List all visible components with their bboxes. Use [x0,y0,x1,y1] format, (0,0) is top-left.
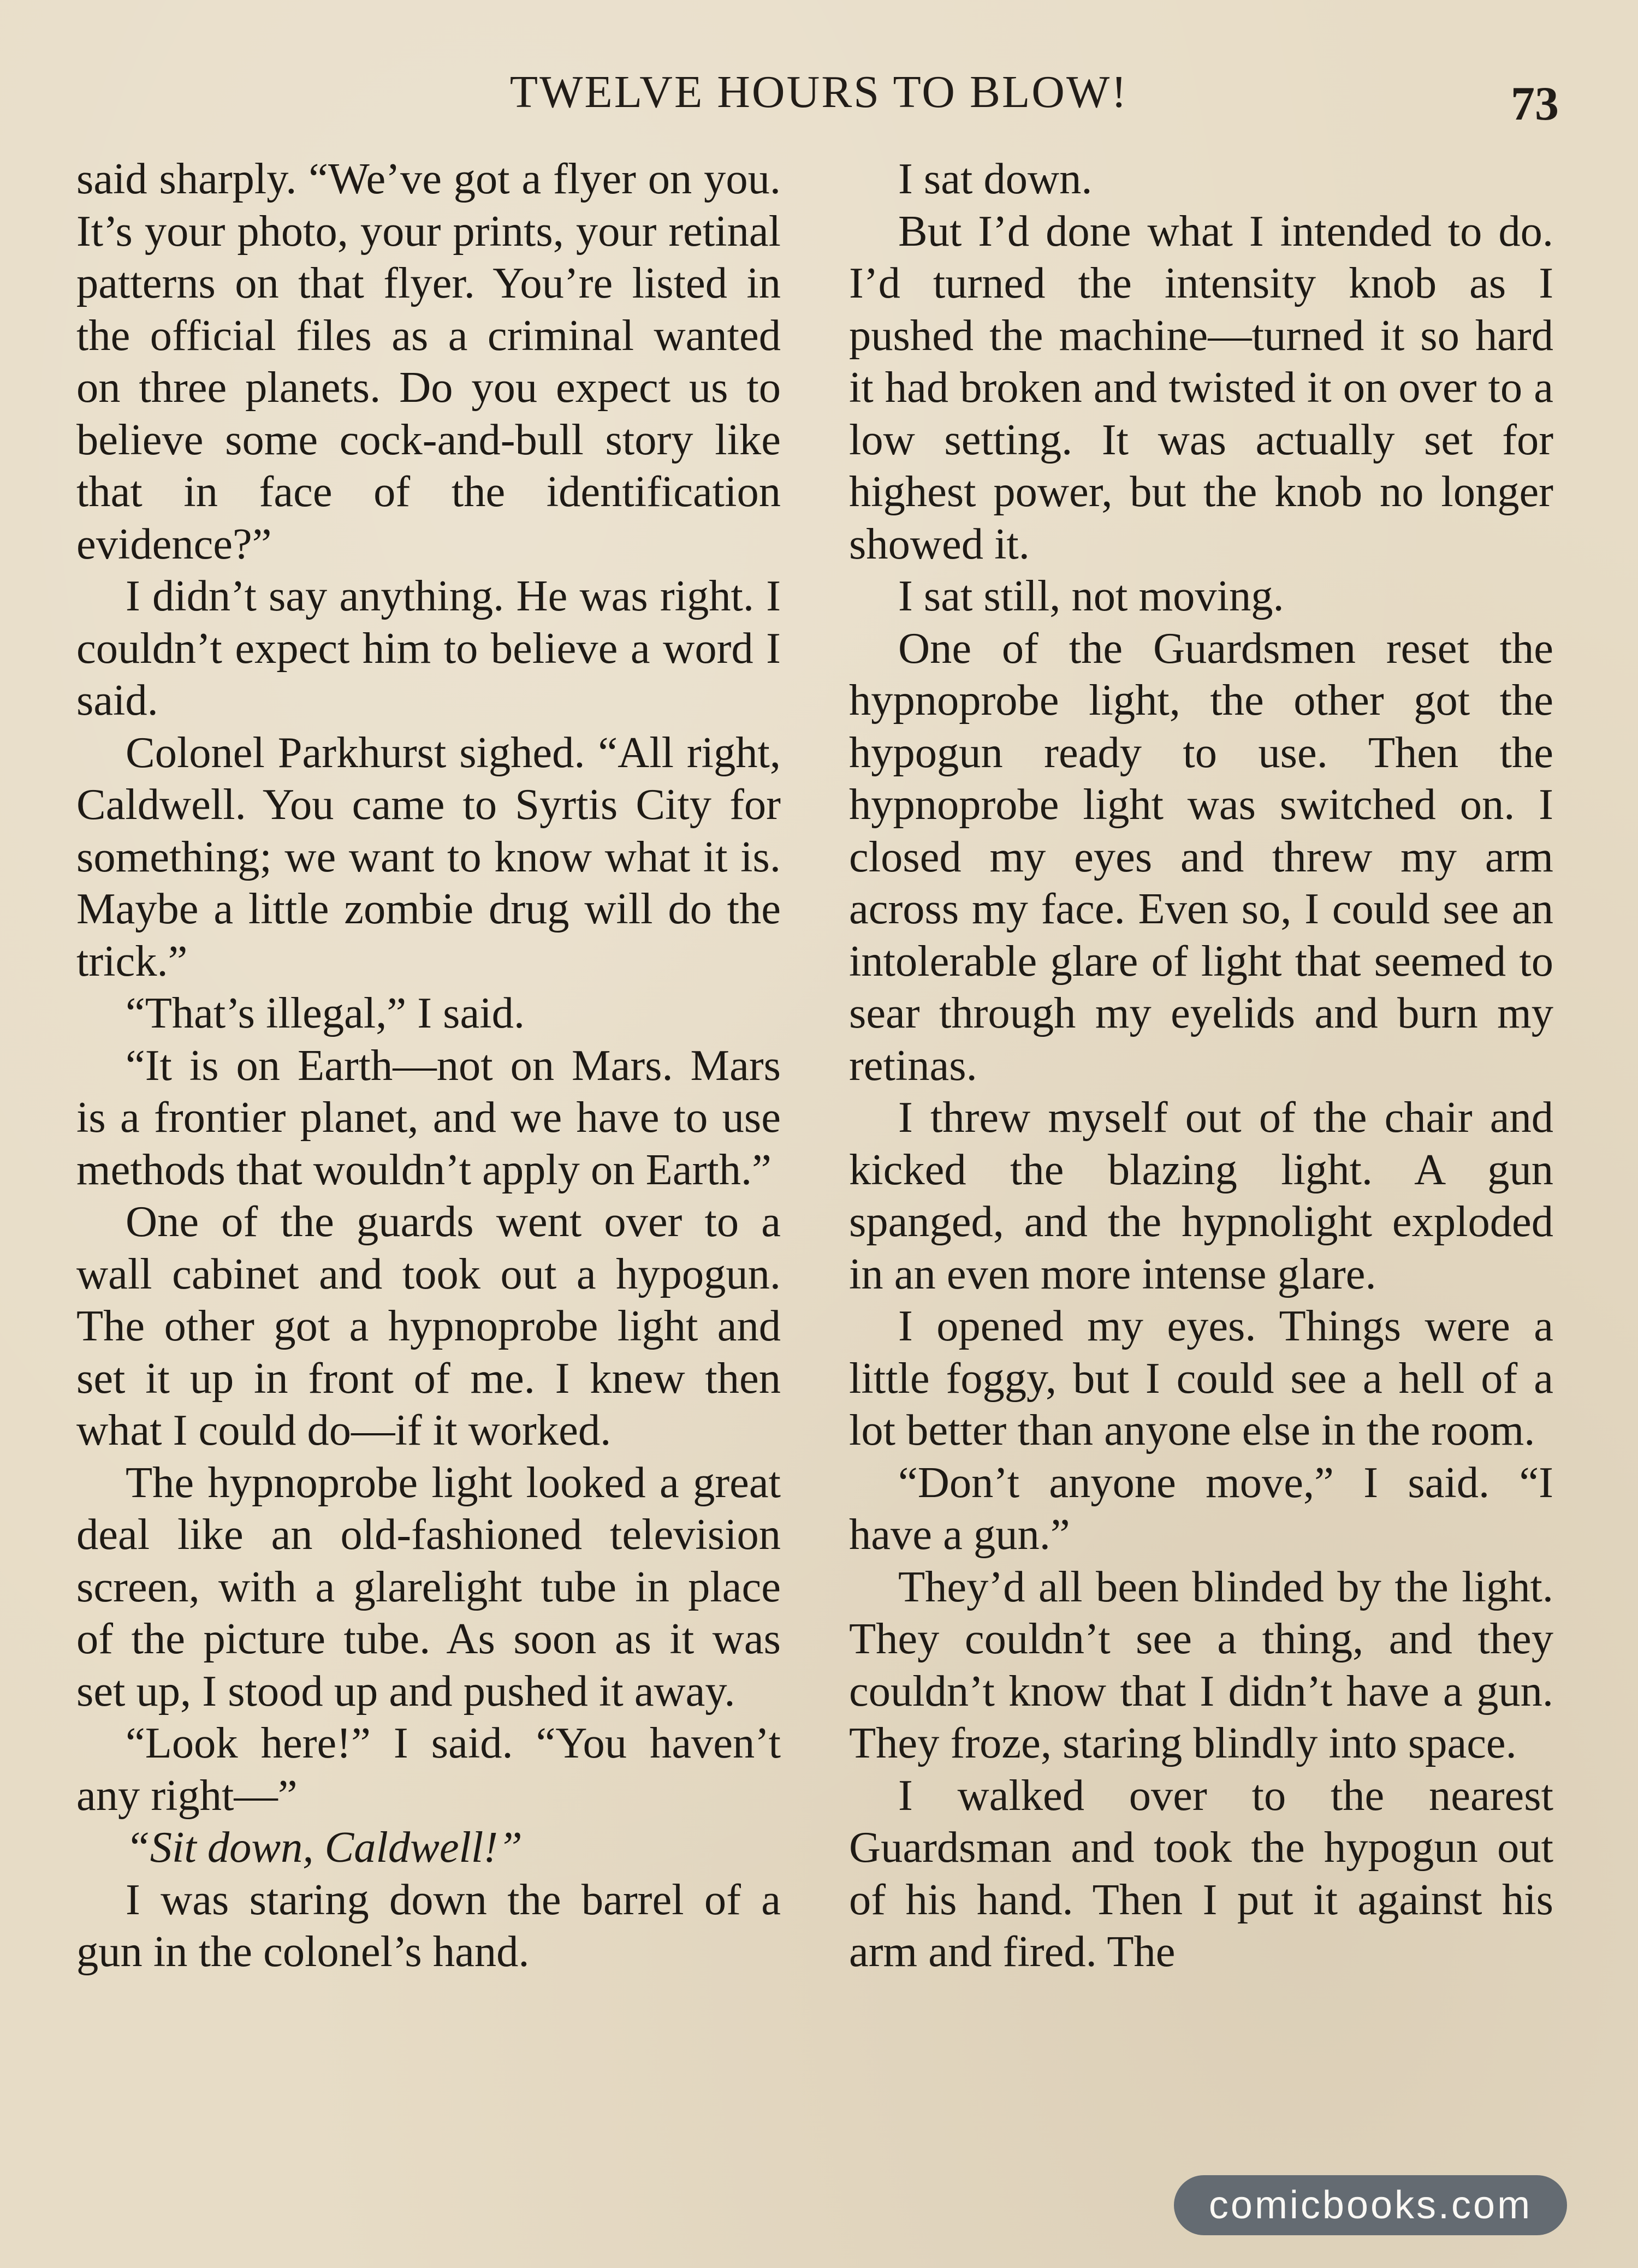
paragraph: “That’s illegal,” I said. [126,989,525,1037]
paragraph: “Look here!” I said. “You haven’t any right—” [76,1719,781,1820]
paragraph: I sat down. [898,155,1093,203]
running-head-title: TWELVE HOURS TO BLOW! [509,67,1129,117]
paragraph: One of the Guardsmen reset the hypnoprobe light, the other got the hypogun ready to use. Then the hypnoprobe light was switched on. I closed my eyes and threw my arm across my face. Even so, I could see an intolerable glare of light that seemed to sear through my eyelids and burn my retinas. [849,624,1553,1090]
paragraph: I didn’t say anything. He was right. I couldn’t expect him to believe a word I said. [76,572,781,725]
site-watermark: comicbooks.com [1174,2175,1567,2235]
paragraph: I opened my eyes. Things were a little foggy, but I could see a hell of a lot better than anyone else in the room. [849,1302,1553,1454]
right-text-column [849,153,1553,1978]
paragraph: I was staring down the barrel of a gun in the colonel’s hand. [76,1875,781,1976]
paragraph: I sat still, not moving. [898,572,1284,620]
paragraph: I threw myself out of the chair and kicked the blazing light. A gun spanged, and the hypnolight exploded in an even more intense glare. [849,1093,1553,1298]
paragraph: One of the guards went over to a wall cabinet and took out a hypogun. The other got a hypnoprobe light and set it up in front of me. I knew then what I could do—if it worked. [76,1197,781,1454]
paragraph: Colonel Parkhurst sighed. “All right, Caldwell. You came to Syrtis City for something; we want to know what it is. Maybe a little zombie drug will do the trick.” [76,728,781,985]
paragraph: “It is on Earth—not on Mars. Mars is a frontier planet, and we have to use methods that wouldn’t apply on Earth.” [76,1041,781,1194]
paragraph: I walked over to the nearest Guardsman and took the hypogun out of his hand. Then I put it against his arm and fired. The [849,1771,1553,1976]
left-text-column [76,153,781,1978]
page-number: 73 [1511,78,1559,130]
paragraph: They’d all been blinded by the light. They couldn’t see a thing, and they couldn’t know that I didn’t have a gun. They froze, staring blindly into space. [849,1562,1553,1767]
paragraph: But I’d done what I intended to do. I’d turned the intensity knob as I pushed the machine—turned it so hard it had broken and twisted it on over to a low setting. It was actually set for highest power, but the knob no longer showed it. [849,206,1553,568]
paragraph: said sharply. “We’ve got a flyer on you. It’s your photo, your prints, your retinal patterns on that flyer. You’re listed in the official files as a criminal wanted on three planets. Do you expect us to believe some cock-and-bull story like that in face of the identification evidence?” [76,155,781,568]
paragraph: The hypnoprobe light looked a great deal like an old-fashioned television screen, with a glarelight tube in place of the picture tube. As soon as it was set up, I stood up and pushed it away. [76,1458,781,1715]
paragraph: “Don’t anyone move,” I said. “I have a gun.” [849,1458,1553,1559]
paragraph-italic-dialogue: “Sit down, Caldwell!” [126,1823,523,1872]
